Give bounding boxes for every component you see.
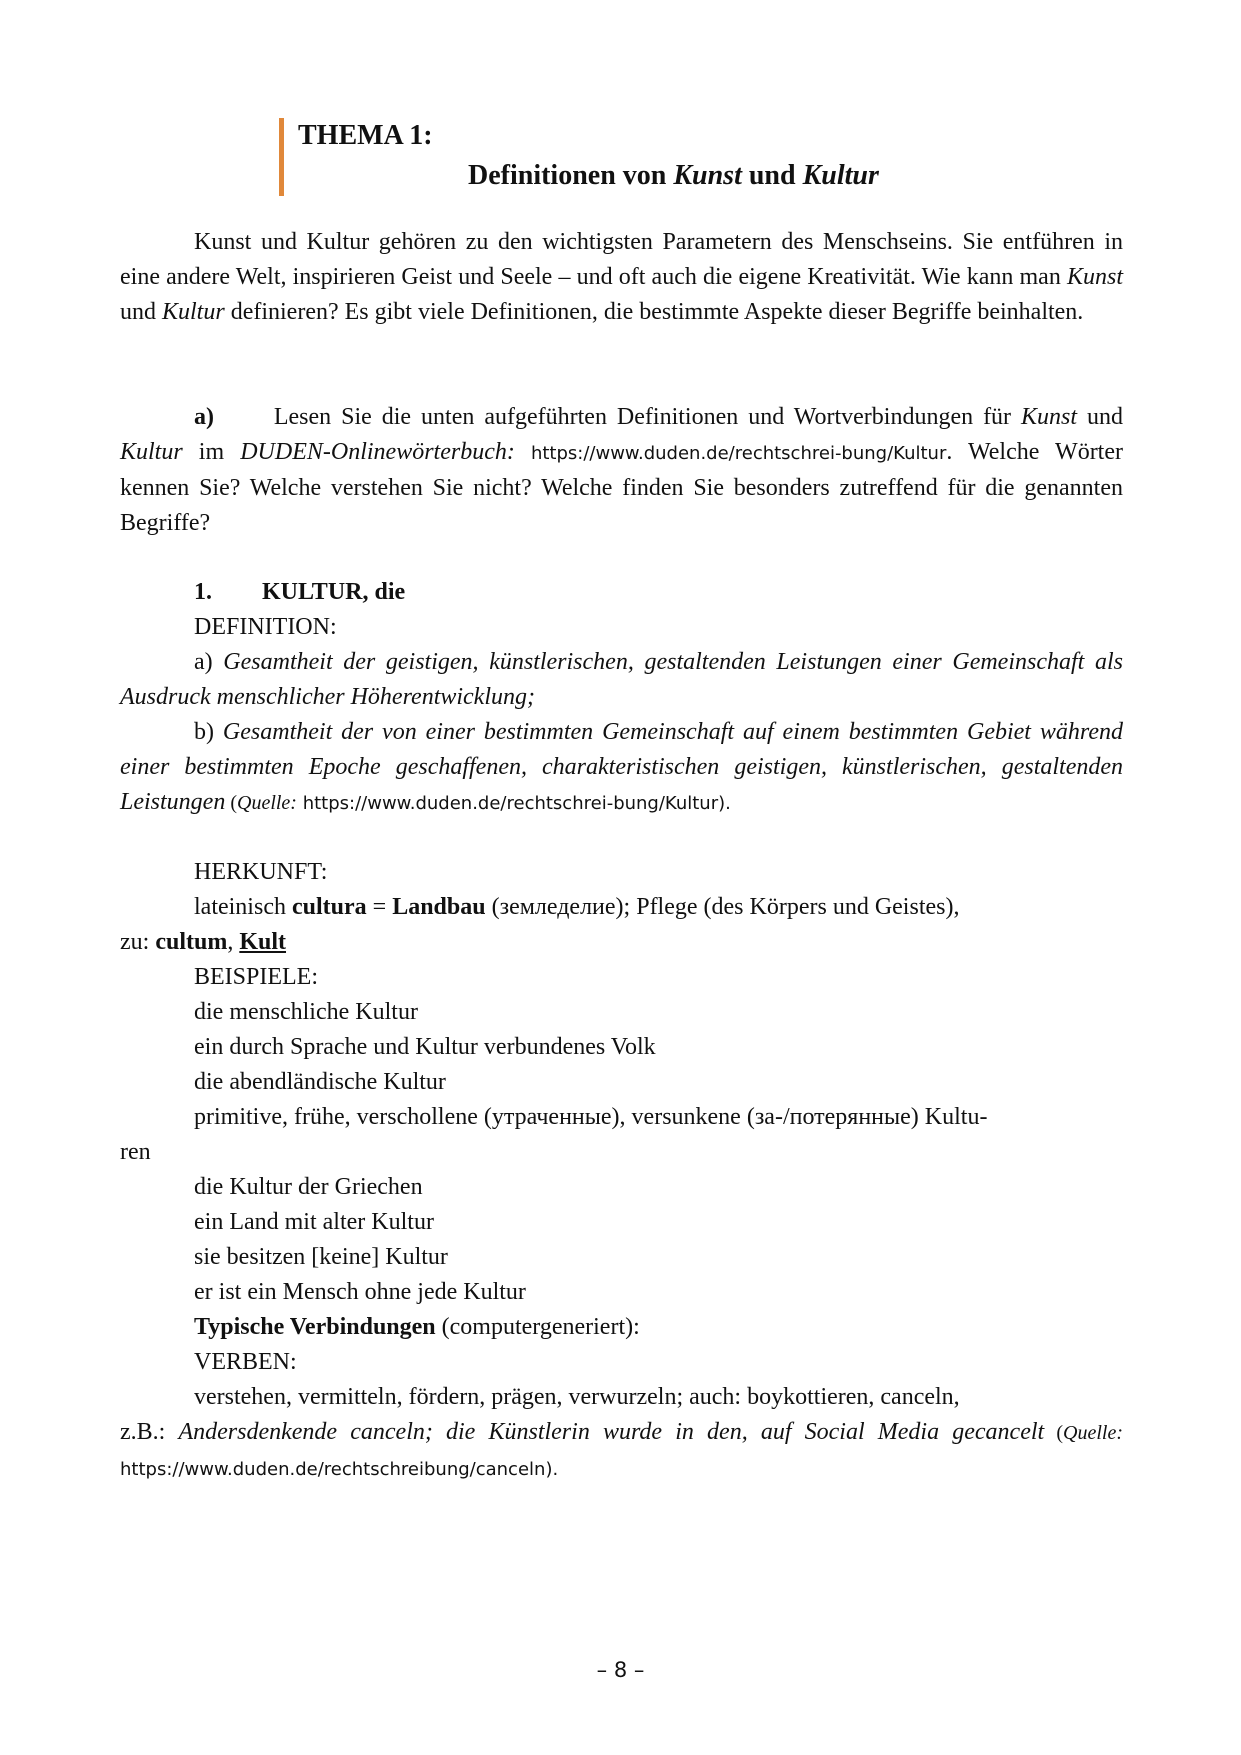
example-line: die Kultur der Griechen bbox=[194, 1174, 423, 1200]
intro-paragraph: Kunst und Kultur gehören zu den wichtigsten Parametern des Menschseins. Sie entführen in eine andere Welt, inspirieren Geist und Seele – und oft auch die eigene Kreativität. Wie kann man Kunst und Kultur definieren? Es gibt viele Definitionen, die bestimmte Aspekte dieser Begriffe beinhalten. bbox=[120, 229, 1123, 325]
herkunft-label: HERKUNFT: bbox=[194, 859, 328, 885]
example-line: ein durch Sprache und Kultur verbundenes Volk bbox=[194, 1034, 656, 1060]
duden-canceln-link[interactable]: https://www.duden.de/rechtschreibung/canceln bbox=[120, 1459, 546, 1480]
herkunft-zu-line: zu: cultum, Kult bbox=[120, 929, 287, 955]
definition-a: a) Gesamtheit der geistigen, künstlerischen, gestaltenden Leistungen einer Gemeinschaft als Ausdruck menschlicher Höherentwicklung; bbox=[120, 649, 1123, 710]
entry-heading: 1. KULTUR, die bbox=[194, 579, 406, 605]
example-line: primitive, frühe, verschollene (утраченные), versunkene (за-/потерянные) Kultu- bbox=[194, 1104, 988, 1130]
thema-label: THEMA 1: bbox=[298, 120, 433, 151]
page-title: Definitionen von Kunst und Kultur bbox=[468, 160, 879, 191]
duden-kultur-link[interactable]: https://www.duden.de/rechtschrei-bung/Kultur bbox=[296, 793, 719, 814]
page-number: – 8 – bbox=[596, 1658, 645, 1682]
example-line: die menschliche Kultur bbox=[194, 999, 418, 1025]
definition-b: b) Gesamtheit der von einer bestimmten Gemeinschaft auf einem bestimmten Gebiet während einer bestimmten Epoche geschaffenen, charakteristischen geistigen, künstlerischen, gestaltenden Leistungen (Quelle: https://www.duden.de/rechtschrei-bung/Kultur). bbox=[120, 719, 1123, 815]
task-paragraph: a) Lesen Sie die unten aufgeführten Definitionen und Wortverbindungen für Kunst und Kultur im DUDEN-Onlinewörterbuch: https://www.duden.de/rechtschrei-bung/Kultur. Welche Wörter kennen Sie? Welche verstehen Sie nicht? Welche finden Sie besonders zutreffend für die genannten Begriffe? bbox=[120, 404, 1124, 536]
verben-line: verstehen, vermitteln, fördern, prägen, verwurzeln; auch: boykottieren, canceln, bbox=[194, 1384, 960, 1410]
beispiele-label: BEISPIELE: bbox=[194, 964, 318, 990]
example-line: die abendländische Kultur bbox=[194, 1069, 446, 1095]
zb-example: z.B.: Andersdenkende canceln; die Künstlerin wurde in den, auf Social Media gecancelt (Quelle: https://www.duden.de/rechtschreibung/canceln). bbox=[120, 1419, 1123, 1480]
example-line: ren bbox=[120, 1139, 151, 1165]
example-line: sie besitzen [keine] Kultur bbox=[194, 1244, 448, 1270]
typische-verbindungen-label: Typische Verbindungen (computergeneriert): bbox=[194, 1314, 640, 1340]
verben-label: VERBEN: bbox=[194, 1349, 297, 1375]
example-line: er ist ein Mensch ohne jede Kultur bbox=[194, 1279, 526, 1305]
heading-accent-bar bbox=[279, 118, 284, 196]
duden-link[interactable]: https://www.duden.de/rechtschrei-bung/Kultur bbox=[530, 443, 947, 464]
definition-label: DEFINITION: bbox=[194, 614, 337, 640]
example-line: ein Land mit alter Kultur bbox=[194, 1209, 434, 1235]
herkunft-line: lateinisch cultura = Landbau (земледелие); Pflege (des Körpers und Geistes), bbox=[194, 894, 960, 920]
